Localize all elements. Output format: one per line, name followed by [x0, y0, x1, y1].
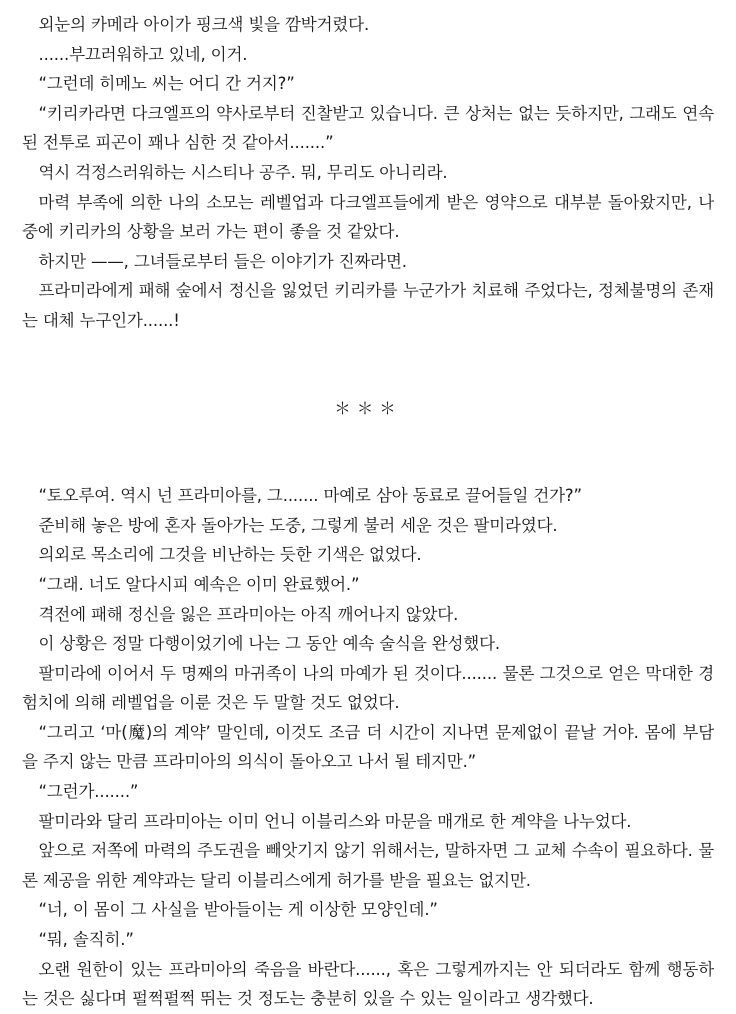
scene-divider: ＊＊＊ [334, 398, 402, 418]
paragraph: 준비해 놓은 방에 혼자 돌아가는 도중, 그렇게 불러 세운 것은 팔미라였다. [38, 515, 558, 535]
paragraph: 앞으로 저쪽에 마력의 주도권을 빼앗기지 않기 위해서는, 말하자면 그 교체 수속이 필요하다. 물론 제공을 위한 계약과는 달리 이블리스에게 허가를 받을 필요는 없지만. [22, 841, 714, 890]
paragraph: ......부끄러워하고 있네, 이거. [38, 44, 248, 64]
paragraph: “뭐, 솔직히.” [38, 930, 134, 950]
paragraph: 오랜 원한이 있는 프라미아의 죽음을 바란다......, 혹은 그렇게까지는 안 되더라도 함께 행동하는 것은 싫다며 펄쩍펄쩍 뛰는 것 정도는 충분히 있을 수 있는 일이라고 생각했다. [22, 959, 714, 1009]
paragraph: “토오루여. 역시 넌 프라미아를, 그....... 마예로 삼아 동료로 끌어들일 건가?” [38, 486, 582, 506]
paragraph: “그래. 너도 알다시피 예속은 이미 완료했어.” [38, 574, 360, 594]
paragraph: “그런가.......” [38, 782, 139, 802]
paragraph: 팔미라와 달리 프라미아는 이미 언니 이블리스와 마문을 매개로 한 계약을 나누었다. [38, 811, 632, 831]
paragraph: 하지만 ——, 그녀들로부터 들은 이야기가 진짜라면. [38, 251, 407, 271]
paragraph: “너, 이 몸이 그 사실을 받아들이는 게 이상한 모양인데.” [38, 900, 438, 920]
paragraph: 마력 부족에 의한 나의 소모는 레벨업과 다크엘프들에게 받은 영약으로 대부분 돌아왔지만, 나중에 키리카의 상황을 보러 가는 편이 좋을 것 같았다. [22, 192, 714, 242]
paragraph: 격전에 패해 정신을 잃은 프라미아는 아직 깨어나지 않았다. [38, 604, 459, 624]
paragraph: 프라미라에게 패해 숲에서 정신을 잃었던 키리카를 누군가가 치료해 주었다는, 정체불명의 존재는 대체 누구인가......! [22, 281, 714, 330]
paragraph: 역시 걱정스러워하는 시스티나 공주. 뭐, 무리도 아니리라. [38, 162, 448, 182]
section-two [22, 481, 714, 1014]
paragraph: 이 상황은 정말 다행이었기에 나는 그 동안 예속 술식을 완성했다. [38, 634, 500, 654]
paragraph: 외눈의 카메라 아이가 핑크색 빛을 깜박거렸다. [38, 15, 370, 34]
spacer [22, 423, 714, 481]
paragraph: “키리카라면 다크엘프의 약사로부터 진찰받고 있습니다. 큰 상처는 없는 듯하지만, 그래도 연속된 전투로 피곤이 꽤나 심한 것 같아서.......” [22, 103, 714, 153]
paragraph: 의외로 목소리에 그것을 비난하는 듯한 기색은 없었다. [38, 545, 422, 565]
paragraph: 팔미라에 이어서 두 명째의 마귀족이 나의 마예가 된 것이다....... 물론 그것으로 얻은 막대한 경험치에 의해 레벨업을 이룬 것은 두 말할 것도 없었다. [22, 663, 714, 713]
paragraph: “그런데 히메노 씨는 어디 간 거지?” [38, 74, 295, 94]
section-one [22, 10, 714, 336]
spacer [22, 336, 714, 394]
paragraph: “그리고 ‘마(魔)의 계약’ 말인데, 이것도 조금 더 시간이 지나면 문제없이 끝날 거야. 몸에 부담을 주지 않는 만큼 프라미아의 의식이 돌아오고 나서 될 테지만.” [22, 722, 714, 772]
